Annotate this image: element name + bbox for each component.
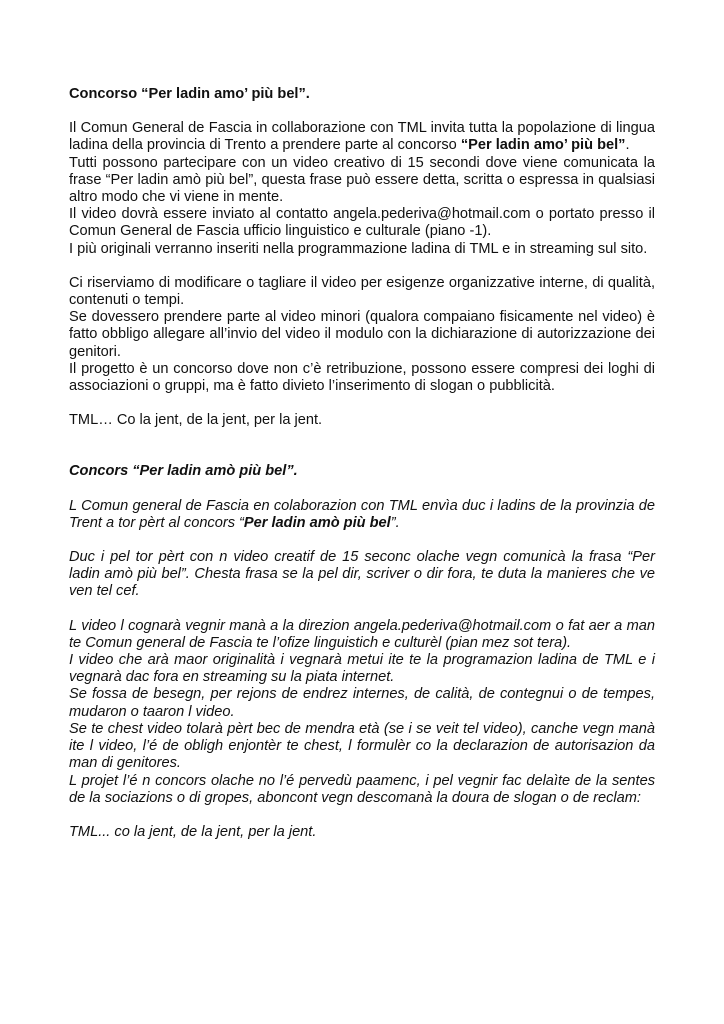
italian-paragraph-participation: Tutti possono partecipare con un video creativo di 15 secondi dove viene comunicata la frase “Per ladin amò più bel”, questa frase può essere detta, scritta o espressa in qualsiasi altro modo che vi viene in mente. — [69, 154, 655, 206]
italian-paragraph-minors: Se dovessero prendere parte al video minori (qualora compaiano fisicamente nel video) è fatto obbligo allegare all’invio del video il modulo con la dichiarazione di autorizzazione dei genitori. — [69, 309, 655, 360]
italian-paragraph-rules: Il progetto è un concorso dove non c’è retribuzione, possono essere compresi dei loghi di associazioni o gruppi, ma è fatto divieto l’inserimento di slogan o pubblicità. — [69, 360, 655, 395]
italian-paragraph-submission: Il video dovrà essere inviato al contatto angela.pederiva@hotmail.com o portato presso il Comun General de Fascia ufficio linguistico e culturale (piano -1). — [69, 206, 655, 240]
italian-paragraph-selection: I più originali verranno inseriti nella programmazione ladina di TML e in streaming sul sito. — [69, 240, 648, 257]
ladin-paragraph-submission: L video l cognarà vegnir manà a la direzion angela.pederiva@hotmail.com o fat aer a man te Comun general de Fascia te l’ofize linguistich e culturèl (pian mez sot tera). — [69, 617, 655, 651]
ladin-closing: TML... co la jent, de la jent, per la jent. — [69, 823, 317, 840]
document-page — [69, 86, 655, 841]
ladin-contest-name: Per ladin amò più bel — [243, 514, 391, 531]
italian-paragraph-editing: Ci riserviamo di modificare o tagliare il video per esigenze organizzative interne, di qualità, contenuti o tempi. — [69, 274, 655, 309]
ladin-paragraph-selection: I video che arà maor originalità i vegnarà metui ite te la programazion ladina de TML e i vegnarà dac fora en streaming su la piata internet. — [69, 652, 655, 686]
ladin-paragraph-rules: L projet l’é n concors olache no l’é pervedù paamenc, i pel vegnir fac delaìte de la sentes de la sociazions o di gropes, aboncont vegn descomanà la doura de slogan o de reclam: — [69, 772, 655, 806]
ladin-intro-text: L Comun general de Fascia en colaborazion con TML envìa duc i ladins de la provinzia de Trent a tor pèrt al concors “ — [69, 497, 655, 531]
ladin-paragraph-participation: Duc i pel tor pèrt con n video creatif de 15 seconc olache vegn comunicà la frasa “Per ladin amò più bel”. Chesta frasa se la pel dir, scriver o dir fora, te duta la manieres che ve ven tel cef. — [69, 549, 655, 600]
italian-title: Concorso “Per ladin amo’ più bel”. — [69, 86, 310, 102]
ladin-paragraph-intro — [69, 498, 655, 532]
ladin-title: Concors “Per ladin amò più bel”. — [69, 463, 298, 480]
italian-intro-end: . — [625, 137, 630, 154]
italian-paragraph-intro — [69, 120, 655, 154]
italian-contest-name: “Per ladin amo’ più bel” — [460, 137, 626, 154]
italian-intro-text: Il Comun General de Fascia in collaborazione con TML invita tutta la popolazione di lingua ladina della provincia di Trento a prendere parte al concorso — [69, 120, 655, 154]
ladin-paragraph-editing: Se fossa de besegn, per rejons de endrez internes, de calità, de contegnui o de tempes, mudaron o taaron l video. — [69, 686, 655, 720]
ladin-intro-end: ”. — [390, 514, 400, 531]
italian-closing: TML… Co la jent, de la jent, per la jent. — [69, 412, 323, 429]
ladin-paragraph-minors: Se te chest video tolarà pèrt bec de mendra età (se i se veit tel video), canche vegn manà ite l video, l’é de obligh enjontèr te chest, l formulèr co la declarazion de autorisazion da man di genitores. — [69, 720, 655, 772]
